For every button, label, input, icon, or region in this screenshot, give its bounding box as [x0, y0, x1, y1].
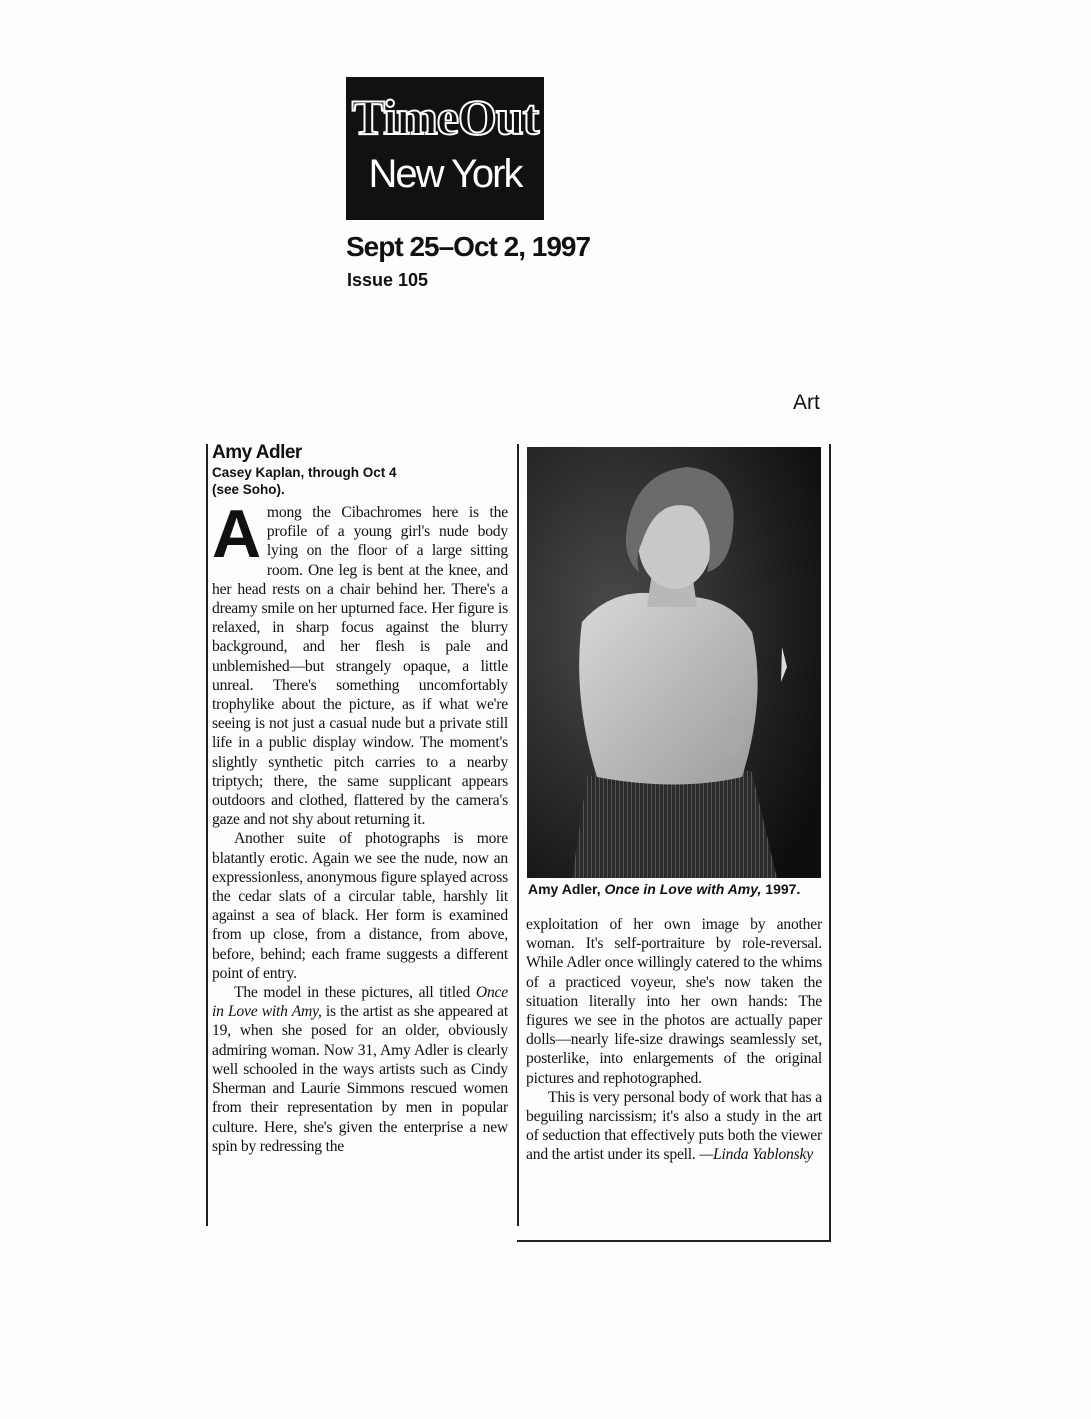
venue-note: (see Soho). — [212, 482, 285, 497]
artwork-photo — [527, 447, 821, 878]
paragraph-1-text: mong the Cibachromes here is the profile of a young girl's nude body lying on the floor of a large sitting room. One leg is bent at the knee, and her head rests on a chair behind her. There's a dreamy smile on her upturned face. Her figure is relaxed, in sharp focus against the blurry background, and her flesh is pale and unblemished—but strangely opaque, a little unreal. There's something uncomfortably trophylike about the picture, as if what we're seeing is not just a casual nude but a private still life in a public display window. The moment's slightly synthetic pitch carries to a nearby triptych; there, the same supplicant appears outdoors and clothed, flattered by the camera's gaze and not shy about returning it. — [212, 504, 508, 829]
byline: —Linda Yablonsky — [699, 1146, 813, 1164]
artwork-title: Once in Love with Amy, — [212, 984, 508, 1021]
drop-cap: A — [212, 496, 261, 572]
paragraph-2: Another suite of photographs is more blatantly erotic. Again we see the nude, now an expressionless, anonymous figure splayed across the cedar slats of a circular table, harshly lit against a sea of black. Her form is examined from up close, from a distance, from above, before, behind; each frame suggests a different point of entry. — [212, 830, 508, 982]
section-label: Art — [793, 391, 820, 414]
article-column-left — [212, 442, 508, 1156]
caption-artist: Amy Adler, — [528, 881, 601, 897]
paragraph-4 — [526, 1088, 822, 1165]
paragraph-4-text: This is very personal body of work that has a beguiling narcissism; it's also a study in the art of seduction that effectively puts both the viewer and the artist under its spell. — [526, 1088, 822, 1164]
paragraph-3-continued: exploitation of her own image by another woman. It's self-portraiture by role-reversal. While Adler once willingly catered to the whims of a practiced voyeur, she's now taken the situation literally into her own hands: The figures we see in the photos are actually paper dolls—nearly life-size drawings seamlessly set, posterlike, into enlargements of the original pictures and rephotographed. — [526, 916, 822, 1087]
issue-number: Issue 105 — [347, 270, 429, 290]
paragraph-1 — [212, 496, 508, 829]
logo-brand-bottom: New York — [368, 152, 522, 196]
photo-caption — [528, 881, 828, 897]
caption-title: Once in Love with Amy, — [604, 881, 762, 897]
column-rule-middle — [517, 444, 519, 1226]
timeout-logo — [346, 77, 544, 220]
logo-brand-top: TimeOut — [351, 89, 539, 145]
paragraph-3 — [212, 983, 508, 1156]
paragraph-3-text-a: The model in these pictures, all titled — [234, 984, 476, 1002]
portrait-illustration — [527, 447, 821, 878]
article-headline: Amy Adler — [212, 442, 302, 463]
column-rule-bottom — [517, 1240, 831, 1242]
paragraph-3-text-b: is the artist as she appeared at 19, when she posed for an older, obviously admiring woman. Now 31, Amy Adler is clearly well schooled in the ways artists such as Cindy Sherman and Laurie Simmons rescued women from their representation by men in popular culture. Here, she's given the enterprise a new spin by redressing the — [212, 1003, 508, 1155]
caption-year: 1997. — [765, 881, 801, 897]
issue-date: Sept 25–Oct 2, 1997 — [346, 231, 591, 262]
column-rule-left — [206, 444, 208, 1226]
article-column-right — [526, 915, 822, 1165]
venue-info: Casey Kaplan, through Oct 4 — [212, 465, 397, 480]
column-rule-right — [829, 444, 831, 1242]
